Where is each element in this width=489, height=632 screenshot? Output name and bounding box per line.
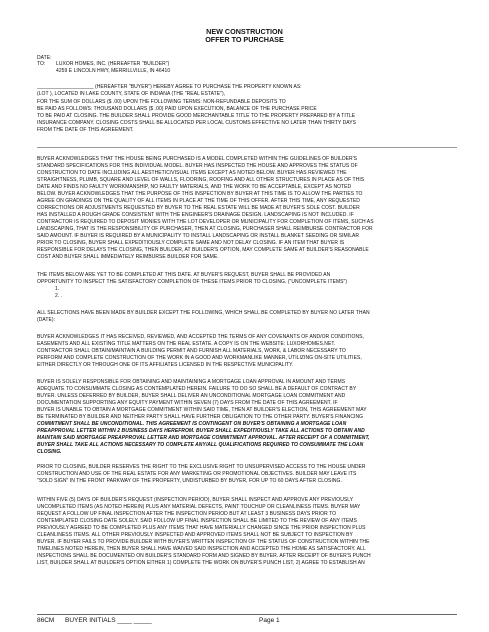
para6-line: BE TERMINATED BY BUILDER AND NEITHER PARTY SHALL HAVE FURTHER OBLIGATION TO THE OTHER PARTY. BUYER'S FINANCING xyxy=(37,414,364,420)
para1-line: FOR THE SUM OF DOLLARS ($ .00) UPON THE FOLLOWING TERMS: NON-REFUNDABLE DEPOSITS TO xyxy=(37,99,286,105)
to-label: TO: xyxy=(37,61,46,67)
para8-line: CONTEMPLATED CLOSING DATE SOLELY. SAID FOLLOW UP FINAL INSPECTION SHALL BE LIMITED TO THE REVIEW OF ANY ITEMS xyxy=(37,518,357,524)
para6-line: ADEQUATE TO CONSUMMATE CLOSING AS CONTEMPLATED HEREIN. FAILURE TO DO SO SHALL BE A DEFAULT OF CONTRACT BY xyxy=(37,386,357,392)
para2-line: SAID AMOUNT. IF BUYER IS REQUIRED BY A MUNICIPALITY TO INSTALL LANDSCAPING OR INSTALL BLANKET SEEDING OR SIMILAR xyxy=(37,233,360,239)
builder-address: 4259 E LINCOLN HWY, MERRILLVILLE, IN 46410 xyxy=(56,67,171,74)
para2-line: HAS INSTALLED A ROUGH GRADE CONSISTENT WITH THE ENGINEER'S DRAINAGE DESIGN. LANDSCAPING IS NOT INCLUDED. IF xyxy=(37,212,354,218)
para1-line: ____________________ (HEREAFTER "BUYER") HEREBY AGREE TO PURCHASE THE PROPERTY KNOWN AS: xyxy=(37,84,302,90)
builder-name: LUXOR HOMES, INC. (HEREAFTER "BUILDER") xyxy=(56,61,170,67)
para5-line: PERFORM AND COMPLETE CONSTRUCTION OF THE WORK IN A GOOD AND WORKMANLIKE MANNER, UTILIZING ON-SITE UTILITIES, xyxy=(37,355,362,361)
para6-line: MAINTAIN SAID MORTGAGE PREAPPROVAL LETTER AND MORTGAGE COMMITMENT APPROVAL. AFTER RECEIPT OF A COMMITMENT, xyxy=(37,435,370,441)
list-item: 1. xyxy=(55,286,60,292)
para5-line: BUYER ACKNOWLEDGES IT HAS RECEIVED, REVIEWED, AND ACCEPTED THE TERMS OF ANY COVENANTS OF AND/OR CONDITIONS, xyxy=(37,334,364,340)
document-title-line1: NEW CONSTRUCTION xyxy=(206,27,283,36)
para6-line: DOCUMENTATION SUPPORTING ANY EQUITY PAYMENT WITHIN SEVEN (7) DAYS FROM THE DATE OF THIS AGREEMENT. IF xyxy=(37,400,338,406)
para2-line: BELOW. BUYER ACKNOWLEDGES THAT THE PURPOSE OF THIS INSPECTION BY BUYER AT THIS TIME IS TO ALLOW THE PARTIES TO xyxy=(37,191,363,197)
para7-line: PRIOR TO CLOSING, BUILDER RESERVES THE RIGHT TO THE EXCLUSIVE RIGHT TO UNSUPERVISED ACCESS TO THE HOUSE UNDER xyxy=(37,464,366,470)
para8-line: REQUEST A FOLLOW UP FINAL INSPECTION AFTER THE INSPECTION PERIOD BUT AT LEAST 3 BUSINESS DAYS PRIOR TO xyxy=(37,511,337,517)
para3-line: OPPORTUNITY TO INSPECT THE SATISFACTORY COMPLETION OF THESE ITEMS PRIOR TO CLOSING. ("UNCOMPLETE ITEMS") xyxy=(37,279,348,285)
para2-line: STRAIGHTNESS, PLUMB, SQUARE AND LEVEL OF WALLS, FLOORING, ROOFING AND ALL OTHER STRUCTURES IN PLACE AS OF THIS xyxy=(37,177,365,183)
para8-line: INSPECTIONS SHALL BE DOCUMENTED ON BUILDER'S STANDARD FORM AND SIGNED BY BUYER. AFTER RECEIPT OF BUYER'S PUNCH xyxy=(37,553,371,559)
para8-line: PREVIOUSLY AGREED TO BE COMPLETED PLUS ANY ITEMS THAT HAVE MATERIALLY CHANGED SINCE THE PRIOR INSPECTION PLUS xyxy=(37,525,366,531)
para7-line: "SOLD SIGN" IN THE FRONT PARKWAY OF THE PROPERTY, UNDISTURBED BY BUYER, FOR UP TO 60 DAYS AFTER CLOSING. xyxy=(37,478,342,484)
document-title-line2: OFFER TO PURCHASE xyxy=(205,35,284,44)
para6-line: PREAPPROVAL LETTER WITHIN 2 BUSINESS DAYS HEREFROM. BUYER SHALL EXPEDITIOUSLY TAKE ALL ACTIONS TO OBTAIN AND xyxy=(37,428,365,434)
para8-line: LIST, BUILDER SHALL AT BUILDER'S OPTION EITHER 1) COMPLETE THE WORK ON BUYER'S PUNCH LIST, 2) AGREE TO ESTABLISH AN xyxy=(37,560,365,566)
date-label: DATE: xyxy=(37,55,52,61)
para2-line: COST AND BUYER SHALL IMMEDIATELY REIMBURSE BUILDER FOR SAME. xyxy=(37,254,219,260)
para2-line: AGREE ON GRADINGS ON THE QUALITY OF ALL ITEMS IN PLACE AT THE TIME OF THIS OFFER. AFTER THIS TIME, ANY REQUESTED xyxy=(37,198,360,204)
para2-line: DATE AND FINDS NO FAULTY WORKMANSHIP, NO FAULTY MATERIALS, AND THE WORK TO BE ACCEPTABLE, EXCEPT AS NOTED xyxy=(37,184,352,190)
footer-divider xyxy=(37,614,457,615)
para2-line: CONTRACTOR IS REQUIRED TO DEPOSIT MONIES WITH THE LOT DEVELOPER OR MUNICIPALITY FOR COMPLETION OF ITEMS, SUCH AS xyxy=(37,219,374,225)
para5-line: CONTRACTOR SHALL OBTAIN/MAINTAIN A BUILDING PERMIT AND FURNISH ALL MATERIALS, WORK, & LABOR NECESSARY TO xyxy=(37,348,346,354)
para6-line: BUYER. UNLESS DEFERRED BY BUILDER, BUYER SHALL DELIVER AN UNCONDITIONAL MORTGAGE LOAN COMMITMENT AND xyxy=(37,393,346,399)
para2-line: RESPONSIBLE FOR DELAYS THE CLOSING, THEN BUILDER, AT BUILDER'S OPTION, MAY COMPLETE SAME AT BUILDER'S REASONABLE xyxy=(37,247,369,253)
para5-line: EASEMENTS AND ALL EXISTING TITLE MATTERS ON THE REAL ESTATE. A COPY IS ON THE WEBSITE: LUXORHOMES.NET. xyxy=(37,341,336,347)
para1-line: TO BE PAID AT CLOSING. THE BUILDER SHALL PROVIDE GOOD MERCHANTABLE TITLE TO THE PROPERTY PREPARED BY A TITLE xyxy=(37,113,356,119)
para3-line: THE ITEMS BELOW ARE YET TO BE COMPLETED AT THIS DATE. AT BUYER'S REQUEST, BUYER SHALL BE PROVIDED AN xyxy=(37,272,331,278)
para1-line: INSURANCE COMPANY. CLOSING COSTS SHALL BE ALLOCATED PER LOCAL CUSTOMS EFFECTIVE NO LATER THAN THIRTY DAYS xyxy=(37,120,357,126)
para8-line: BUYER. IF BUYER FAILS TO PROVIDE BUILDER WITH BUYER'S WRITTEN INSPECTION OF THE STATUS OF CONSTRUCTION WITHIN THE xyxy=(37,539,370,545)
para6-line: BUYER SHALL TAKE ALL ACTIONS NECESSARY TO COMPLETE ANY/ALL QUALIFICATIONS REQUIRED TO CONSUMMATE THE LOAN xyxy=(37,442,364,448)
para7-line: CONSTRUCTION AND USE OF THE REAL ESTATE FOR ANY MARKETING OR PROMOTIONAL OBJECTIVES. BUILDER MAY LEAVE ITS xyxy=(37,471,357,477)
page-footer xyxy=(37,617,457,627)
para2-line: LANDSCAPING, THAT IS THE RESPONSIBILITY OF PURCHASER, THEN AT CLOSING, PURCHASER SHALL REIMBURSE CONTRACTOR FOR xyxy=(37,226,373,232)
section-divider xyxy=(37,147,457,148)
para1-line: FROM THE DATE OF THIS AGREEMENT. xyxy=(37,127,134,133)
para6-line: COMMITMENT SHALL BE UNCONDITIONAL. THIS AGREEMENT IS CONTINGENT ON BUYER'S OBTAINING A MORTGAGE LOAN xyxy=(37,421,347,427)
para5-line: EITHER DIRECTLY OR THROUGH ONE OF ITS AFFILIATES LICENSED IN THE RESPECTIVE MUNICIPALITY. xyxy=(37,362,294,368)
form-code: 86CM xyxy=(37,617,55,624)
buyer-initials-field[interactable]: BUYER INITIALS ____ _____ xyxy=(65,617,152,624)
para1-line: (LOT ), LOCATED IN LAKE COUNTY, STATE OF INDIANA (THE "REAL ESTATE"), xyxy=(37,91,226,97)
para8-line: WITHIN FIVE (5) DAYS OF BUILDER'S REQUEST (INSPECTION PERIOD), BUYER SHALL INSPECT AND APPROVE ANY PREVIOUSLY xyxy=(37,497,354,503)
para6-line: CLOSING. xyxy=(37,449,62,455)
para1-line: BE PAID AS FOLLOWS: THOUSAND DOLLARS ($ .00) PAID UPON EXECUTION, BALANCE OF THE PURCHASE PRICE xyxy=(37,106,317,112)
para6-line: BUYER IS UNABLE TO OBTAIN A MORTGAGE COMMITMENT WITHIN SAID TIME, THEN AT BUILDER'S ELECTION, THIS AGREEMENT MAY xyxy=(37,407,367,413)
page-number: Page 1 xyxy=(259,617,280,624)
para8-line: CLEANLINESS ITEMS. ALL OTHER PREVIOUSLY INSPECTED AND APPROVED ITEMS SHALL NOT BE SUBJECT TO INSPECTION BY xyxy=(37,532,353,538)
para6-line: BUYER IS SOLELY RESPONSIBLE FOR OBTAINING AND MAINTAINING A MORTGAGE LOAN APPROVAL IN AMOUNT AND TERMS xyxy=(37,379,346,385)
para2-line: STANDARD SPECIFICATIONS FOR THIS INDIVIDUAL MODEL. BUYER HAS INSPECTED THE HOUSE AND APPROVES THE STATUS OF xyxy=(37,163,358,169)
list-item: 2. . xyxy=(55,293,63,299)
para4-line: (DATE): xyxy=(37,317,56,323)
para2-line: CORRECTIONS OR ADJUSTMENTS REQUESTED BY BUYER TO THE REAL ESTATE WILL BE MADE AT BUYER'S SOLE COST. BUILDER xyxy=(37,205,360,211)
para8-line: TIMELINES NOTED HEREIN, THEN BUYER SHALL HAVE WAIVED SAID INSPECTION AND ACCEPTED THE HOME AS SATISFACTORY. ALL xyxy=(37,546,366,552)
para8-line: UNCOMPLETED ITEMS (AS NOTED HEREIN) PLUS ANY MATERIAL DEFECTS, PAINT TOUCHUP OR CLEANLINESS ITEMS. BUYER MAY xyxy=(37,504,361,510)
para4-line: ALL SELECTIONS HAVE BEEN MADE BY BUILDER EXCEPT THE FOLLOWING, WHICH SHALL BE COMPLETED BY BUYER NO LATER THAN xyxy=(37,310,370,316)
para2-line: PRIOR TO CLOSING, BUYER SHALL EXPEDITIOUSLY COMPLETE SAME AND NOT DELAY CLOSING. IF AN ITEM THAT BUYER IS xyxy=(37,240,345,246)
para2-line: CONSTRUCTION TO DATE INCLUDING ALL AESTHETIC/VISUAL ITEMS EXCEPT AS NOTED BELOW. BUYER HAS REVIEWED THE xyxy=(37,170,347,176)
para2-line: BUYER ACKNOWLEDGES THAT THE HOUSE BEING PURCHASED IS A MODEL COMPLETED WITHIN THE GUIDELINES OF BUILDER'S xyxy=(37,156,358,162)
